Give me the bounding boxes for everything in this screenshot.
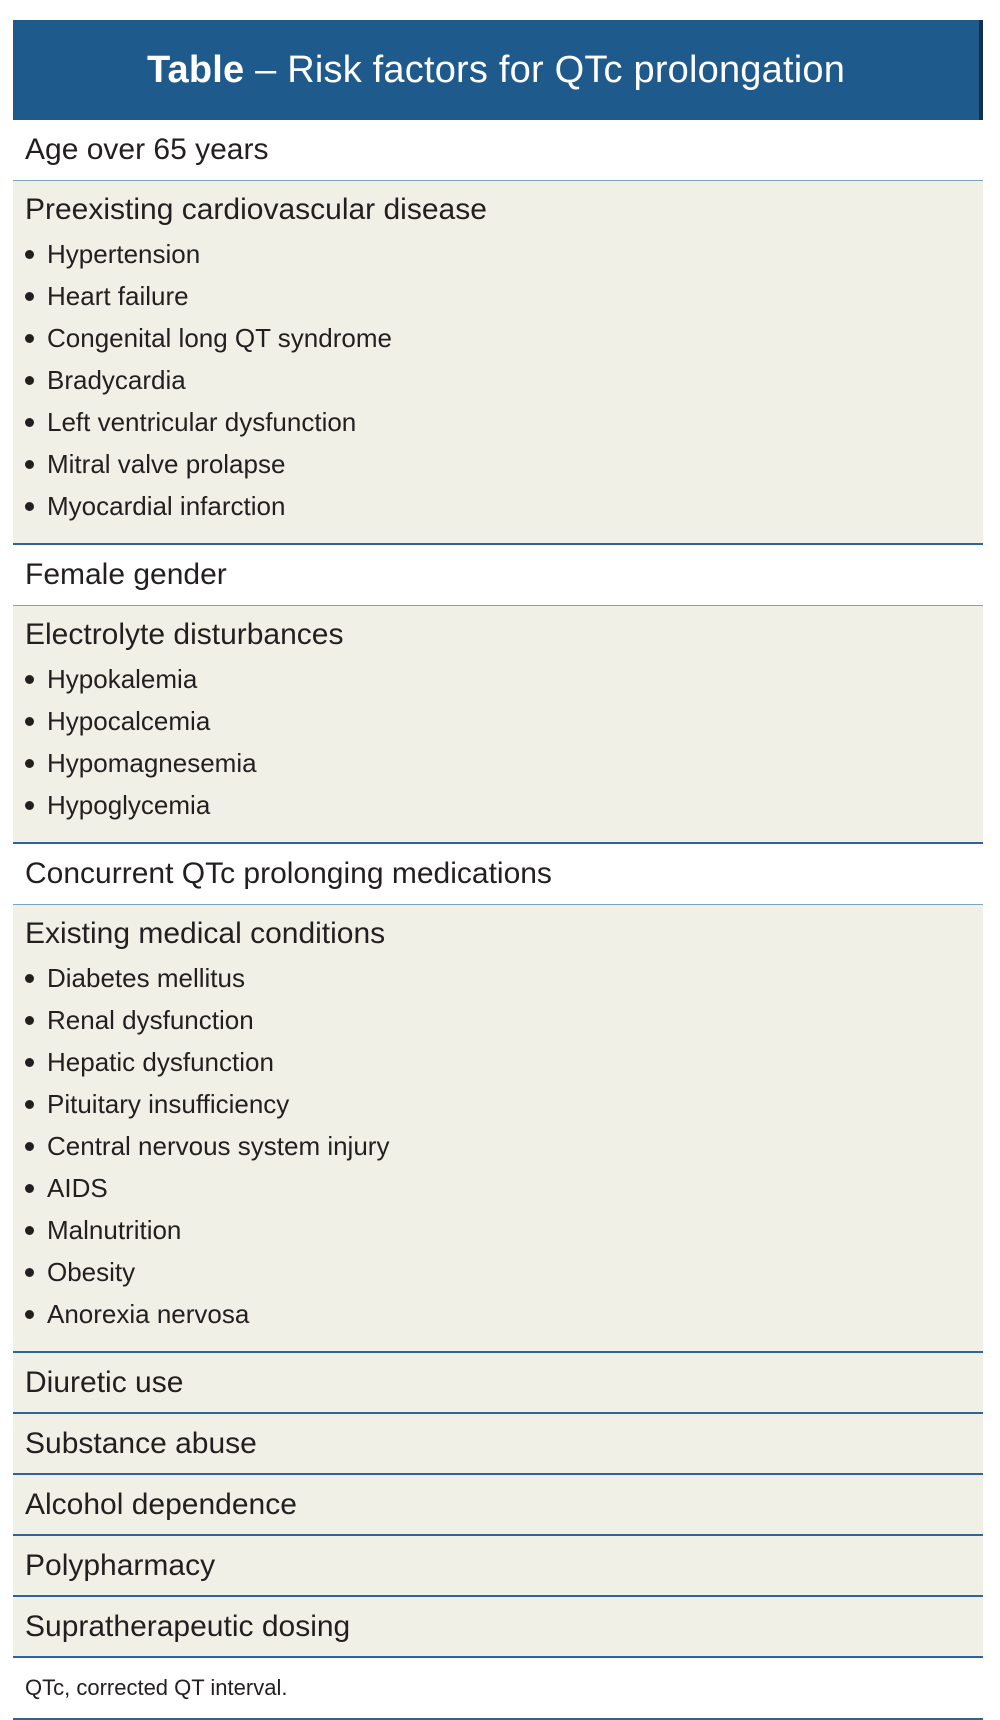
table-row (13, 1597, 983, 1658)
list-item (25, 1209, 971, 1251)
list-item-text: Hepatic dysfunction (47, 1047, 274, 1077)
bullet-icon (25, 502, 34, 511)
bullet-list (25, 233, 971, 527)
list-item (25, 999, 971, 1041)
list-item-text: Central nervous system injury (47, 1131, 390, 1161)
table-footnote: QTc, corrected QT interval. (13, 1658, 983, 1720)
list-item (25, 1041, 971, 1083)
row-label: Alcohol dependence (25, 1487, 297, 1521)
list-item (25, 275, 971, 317)
bullet-icon (25, 460, 34, 469)
list-item (25, 1167, 971, 1209)
bullet-icon (25, 1184, 34, 1193)
list-item (25, 401, 971, 443)
list-item-text: Bradycardia (47, 365, 186, 395)
list-item-text: Renal dysfunction (47, 1005, 254, 1035)
bullet-icon (25, 801, 34, 810)
bullet-icon (25, 1142, 34, 1151)
list-item-text: Hypokalemia (47, 664, 198, 694)
list-item (25, 1293, 971, 1335)
bullet-icon (25, 418, 34, 427)
bullet-icon (25, 1100, 34, 1109)
row-label: Female gender (25, 558, 227, 591)
row-label: Concurrent QTc prolonging medications (25, 857, 552, 890)
table-body (13, 120, 983, 1658)
list-item-text: Myocardial infarction (47, 491, 286, 521)
row-label: Electrolyte disturbances (25, 618, 344, 651)
list-item (25, 1251, 971, 1293)
list-item (25, 957, 971, 999)
row-label: Polypharmacy (25, 1548, 216, 1582)
row-label: Existing medical conditions (25, 917, 386, 950)
list-item (25, 233, 971, 275)
table-row (13, 606, 983, 844)
table-title (13, 20, 983, 120)
list-item-text: Congenital long QT syndrome (47, 323, 392, 353)
row-label: Substance abuse (25, 1426, 257, 1460)
bullet-icon (25, 250, 34, 259)
bullet-icon (25, 759, 34, 768)
row-label: Diuretic use (25, 1365, 184, 1399)
list-item (25, 443, 971, 485)
list-item-text: Malnutrition (47, 1215, 182, 1245)
table-row (13, 1475, 983, 1536)
bullet-list (25, 957, 971, 1335)
list-item (25, 485, 971, 527)
list-item-text: Anorexia nervosa (47, 1299, 250, 1329)
bullet-icon (25, 334, 34, 343)
table-row (13, 905, 983, 1353)
table-row (13, 120, 983, 181)
bullet-icon (25, 1268, 34, 1277)
list-item-text: Obesity (47, 1257, 136, 1287)
list-item (25, 658, 971, 700)
table-title-text: – Risk factors for QTc prolongation (244, 48, 846, 91)
table-row (13, 1353, 983, 1414)
bullet-icon (25, 1016, 34, 1025)
list-item (25, 742, 971, 784)
list-item (25, 1125, 971, 1167)
table-row (13, 545, 983, 606)
table-row (13, 181, 983, 545)
list-item (25, 700, 971, 742)
table-title-bold: Table (146, 48, 245, 91)
bullet-icon (25, 717, 34, 726)
bullet-icon (25, 376, 34, 385)
risk-factor-table (13, 20, 983, 1720)
list-item-text: Mitral valve prolapse (47, 449, 286, 479)
row-label: Preexisting cardiovascular disease (25, 193, 487, 226)
list-item (25, 317, 971, 359)
list-item-text: Hypoglycemia (47, 790, 211, 820)
list-item-text: AIDS (47, 1173, 108, 1203)
table-row (13, 844, 983, 905)
list-item-text: Diabetes mellitus (47, 963, 245, 993)
row-label: Supratherapeutic dosing (25, 1609, 351, 1643)
list-item-text: Hypertension (47, 239, 201, 269)
list-item-text: Left ventricular dysfunction (47, 407, 357, 437)
bullet-icon (25, 1058, 34, 1067)
table-row (13, 1414, 983, 1475)
list-item-text: Hypomagnesemia (47, 748, 257, 778)
list-item (25, 359, 971, 401)
table-row (13, 1536, 983, 1597)
list-item-text: Hypocalcemia (47, 706, 211, 736)
list-item-text: Pituitary insufficiency (47, 1089, 290, 1119)
list-item (25, 1083, 971, 1125)
bullet-icon (25, 1310, 34, 1319)
bullet-icon (25, 1226, 34, 1235)
bullet-icon (25, 974, 34, 983)
bullet-icon (25, 675, 34, 684)
bullet-icon (25, 292, 34, 301)
row-label: Age over 65 years (25, 133, 269, 166)
bullet-list (25, 658, 971, 826)
list-item (25, 784, 971, 826)
list-item-text: Heart failure (47, 281, 189, 311)
